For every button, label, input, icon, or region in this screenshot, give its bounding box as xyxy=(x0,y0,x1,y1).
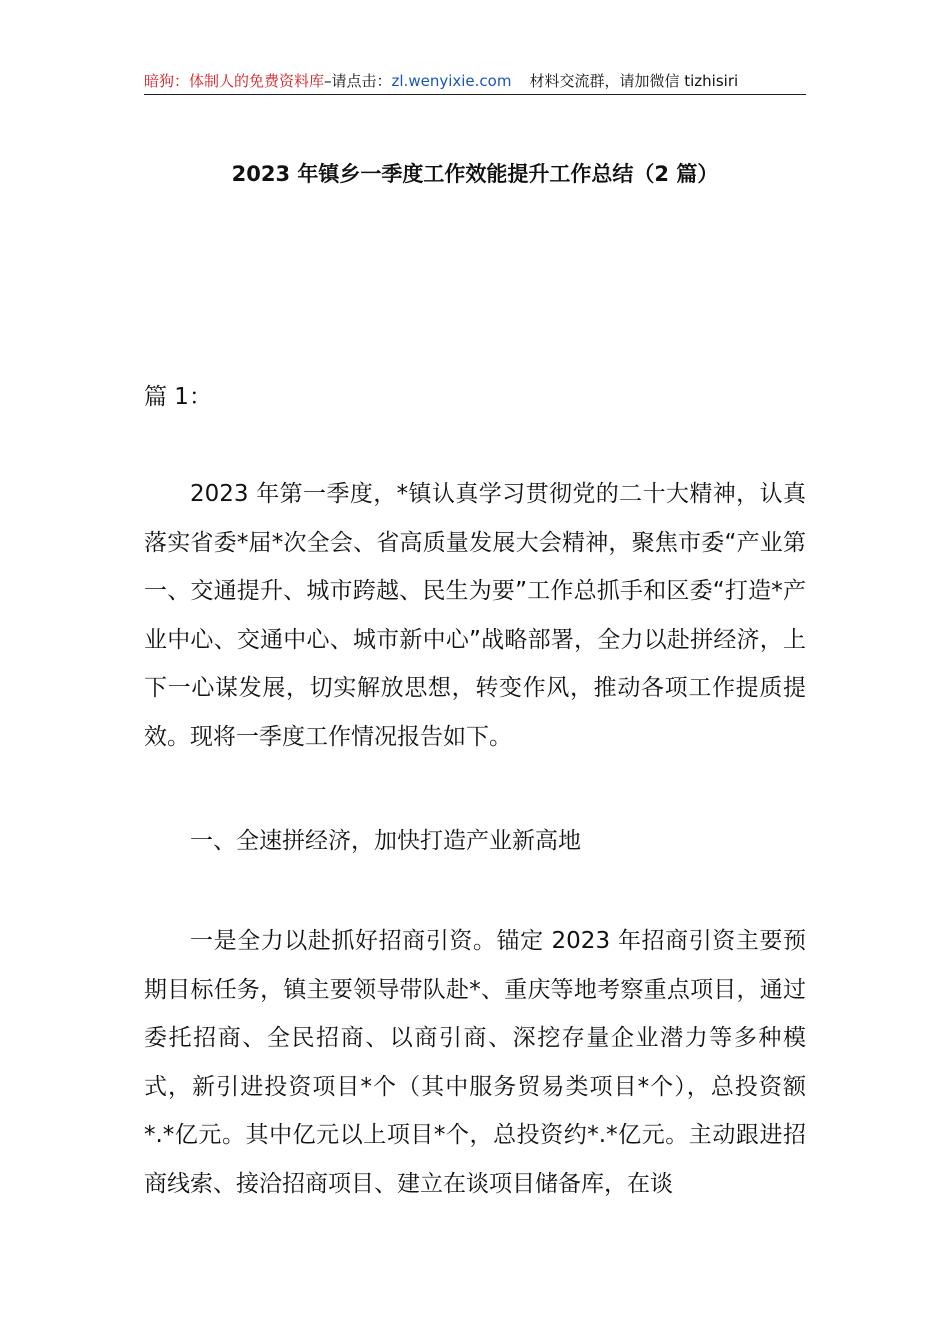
section-heading-1: 一、全速拼经济，加快打造产业新高地 xyxy=(190,828,581,854)
document-title: 2023 年镇乡一季度工作效能提升工作总结（2 篇） xyxy=(231,162,719,186)
header-site-link[interactable]: zl.wenyixie.com xyxy=(391,72,512,90)
section-label: 篇 1： xyxy=(144,384,212,410)
body-paragraph-1: 一是全力以赴抓好招商引资。锚定 2023 年招商引资主要预期目标任务，镇主要领导带队赴*、重庆等地考察重点项目，通过委托招商、全民招商、以商引商、深挖存量企业潜力等多种模式，新引进投资项目*个（其中服务贸易类项目*个），总投资额*.*亿元。其中亿元以上项目*个，总投资约*.*亿元。主动跟进招商线索、接洽招商项目、建立在谈项目储备库，在谈 xyxy=(144,928,806,1197)
header-site-name: 暗狗：体制人的免费资料库 xyxy=(144,72,325,90)
header-contact-info: 材料交流群，请加微信 tizhisiri xyxy=(529,72,739,90)
page-header xyxy=(144,68,806,95)
header-click-prompt: –请点击： xyxy=(324,72,392,90)
intro-paragraph: 2023 年第一季度，*镇认真学习贯彻党的二十大精神，认真落实省委*届*次全会、省高质量发展大会精神，聚焦市委“产业第一、交通提升、城市跨越、民生为要”工作总抓手和区委“打造*产业中心、交通中心、城市新中心”战略部署，全力以赴拼经济，上下一心谋发展，切实解放思想，转变作风，推动各项工作提质提效。现将一季度工作情况报告如下。 xyxy=(144,481,806,750)
